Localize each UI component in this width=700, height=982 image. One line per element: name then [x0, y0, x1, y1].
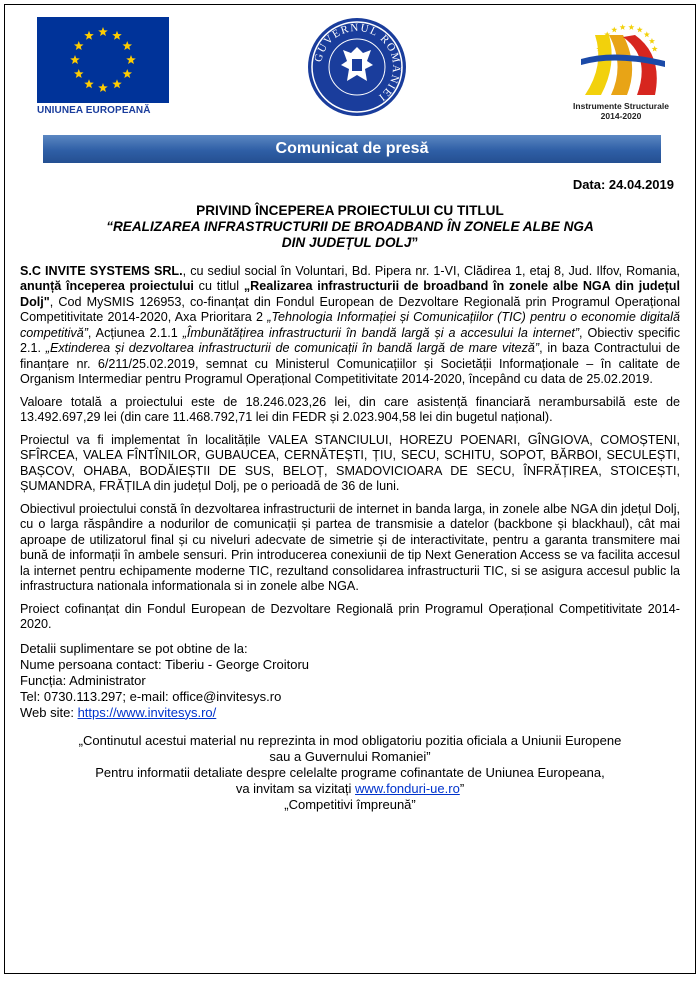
- motto: „Competitivi împreună”: [284, 796, 416, 812]
- star-icon: [620, 24, 626, 30]
- seal-text: GUVERNUL ROMÂNIEI: [312, 21, 403, 104]
- info-line-2: va invitam sa vizitați www.fonduri-ue.ro”: [235, 780, 465, 796]
- star-icon: [611, 27, 617, 33]
- structural-instruments-caption: [565, 101, 677, 121]
- eu-logo: [37, 17, 169, 116]
- document-body: [20, 177, 680, 813]
- is-caption-line2: 2014-2020: [600, 111, 642, 121]
- fonduri-ue-link[interactable]: www.fonduri-ue.ro: [355, 780, 460, 796]
- press-release-banner: Comunicat de presă: [43, 135, 661, 163]
- info-line-1: Pentru informatii detaliate despre celelalte programe cofinantate de Uniunea Europeana,: [95, 764, 605, 780]
- title-line-3: DIN JUDEȚUL DOLJ”: [281, 234, 419, 250]
- eu-caption: UNIUNEA EUROPEANĂ: [37, 105, 151, 116]
- government-seal-icon: [307, 17, 407, 117]
- paragraph-cofinancing: Proiect cofinanțat din Fondul European de Dezvoltare Regională prin Programul Operațional Competitivitate 2014-2020.: [20, 601, 680, 631]
- contact-phone-email: Tel: 0730.113.297; e-mail: office@invitesys.ro: [20, 688, 282, 704]
- paragraph-localities: Proiectul va fi implementat în localitățile VALEA STANCIULUI, HOREZU POENARI, GÎNGIOVA, COMOȘTENI, SFÎRCEA, VALEA FÎNTÎNILOR, GUBAUCEA, CERNĂTEȘTI, ȚIU, SECU, SCHITU, SOPOT, BĂRBOI, SECULEȘTI, BAȘCOV, OHABA, BODĂIEȘTII DE SUS, BELOȚ, SMADOVICIOARA DE SECU, ÎNFRĂȚIREA, STOICEȘTI, ȘUMANDRA, FRĂȚILA din județul Dolj, pe o perioadă de 36 de luni.: [20, 432, 680, 493]
- contact-details: [20, 641, 680, 721]
- website-link[interactable]: https://www.invitesys.ro/: [77, 704, 217, 720]
- paragraph-value: Valoare totală a proiectului este de 18.246.023,26 lei, din care asistență financiară nerambursabilă este de 13.492.697,29 lei (din care 11.468.792,71 lei din FEDR și 2.023.904,58 lei din bugetul național).: [20, 394, 680, 424]
- disclaimer-line-2: sau a Guvernului Romaniei”: [269, 748, 431, 764]
- title-line-1: PRIVIND ÎNCEPEREA PROIECTULUI CU TITLUL: [196, 202, 504, 218]
- release-date: Data: 24.04.2019: [572, 177, 674, 192]
- disclaimer-line-1: „Continutul acestui material nu reprezinta in mod obligatoriu pozitia oficiala a Uniunii Europene: [78, 732, 622, 748]
- star-icon: [628, 24, 634, 30]
- project-title: „Realizarea infrastructurii de broadband în zonele albe NGA din județul Dolj": [20, 279, 680, 309]
- eu-flag-icon: [37, 17, 169, 103]
- star-icon: [649, 38, 655, 44]
- title-line-2: “REALIZAREA INFRASTRUCTURII DE BROADBAND ÎN ZONELE ALBE NGA: [106, 218, 594, 234]
- is-caption-line1: Instrumente Structurale: [573, 101, 669, 111]
- contact-person: Nume persoana contact: Tiberiu - George Croitoru: [20, 656, 310, 672]
- structural-instruments-icon: [565, 15, 677, 99]
- contact-intro: Detalii suplimentare se pot obtine de la:: [20, 640, 248, 656]
- logo-header: [5, 5, 695, 130]
- contact-website: Web site: https://www.invitesys.ro/: [20, 704, 217, 720]
- footer-disclaimer: [20, 733, 680, 813]
- paragraph-announcement: S.C INVITE SYSTEMS SRL., cu sediul social în Voluntari, Bd. Pipera nr. 1-VI, Clădirea 1, etaj 8, Jud. Ilfov, Romania, anunță începerea proiectului cu titlul „Realizarea infrastructurii de broadband în zonele albe NGA din județul Dolj", Cod MySMIS 126953, co-finanțat din Fondul European de Dezvoltare Regională prin Programul Operațional Competitivitate 2014-2020, Axa Prioritara 2 „Tehnologia Informației și Comunicațiilor (TIC) pentru o economie digitală competitivă”, Acțiunea 2.1.1 „Îmbunătățirea infrastructurii în bandă largă și a accesului la internet”, Obiectiv specific 2.1. „Extinderea și dezvoltarea infrastructurii de comunicații în bandă largă de mare viteză”, in baza Contractului de finanțare nr. 6/211/25.02.2019, semnat cu Ministerul Comunicațiilor și Societății Informaționale – în calitate de Organism Intermediar pentru Programul Operațional Competitivitate 2014-2020, începând cu data de 25.02.2019.: [20, 263, 681, 386]
- star-icon: [644, 31, 650, 37]
- press-release-page: [4, 4, 696, 974]
- company-name: S.C INVITE SYSTEMS SRL.: [20, 263, 183, 278]
- paragraph-objective: Obiectivul proiectului constă în dezvoltarea infrastructurii de internet in banda larga, in zonele albe NGA din jdețul Dolj, cu o larga răspândire a nodurilor de comunicații și partea de transmisie a datelor (backbone și blackhaul), cât mai aproape de utilizatorul final și cu niveluri adecvate de simetrie și de interactivitate, pentru a garanta transmitere mai bună de informații în ambele sensuri. Prin introducerea conexiunii de tip Next Generation Access se va facilita accesul la internet pentru echipamente moderne TIC, rezultand consolidarea infrastructurii TIC, si se asigura accesul public la infrastructura nationala informationala si in zonele albe NGA.: [20, 501, 680, 593]
- document-title: [20, 203, 680, 251]
- contact-role: Funcția: Administrator: [20, 672, 146, 688]
- star-icon: [652, 46, 658, 52]
- star-icon: [637, 27, 643, 33]
- structural-instruments-logo: [565, 15, 677, 123]
